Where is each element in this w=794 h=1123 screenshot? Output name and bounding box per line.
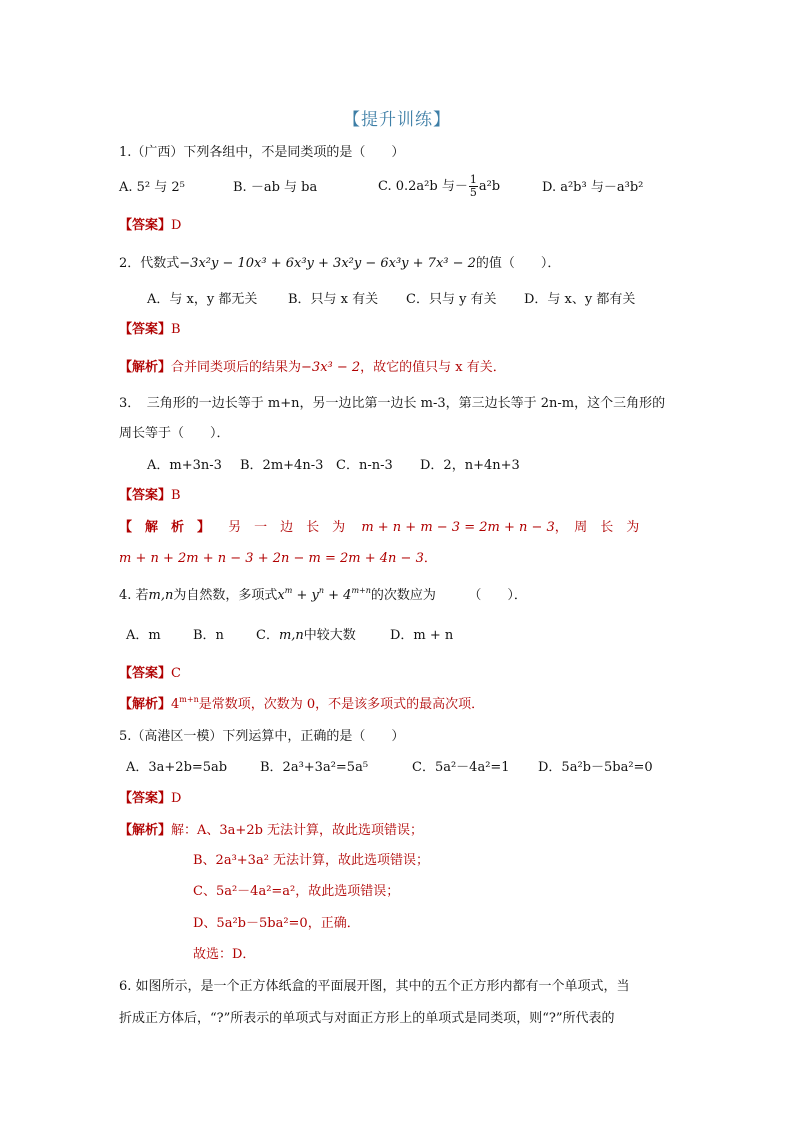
answer-tag: 【答案】 <box>119 666 172 681</box>
q5-option-c: C．5a²－4a²=1 <box>412 760 510 775</box>
q4-answer <box>119 664 181 684</box>
analysis-tag: 【解析】 <box>119 697 172 712</box>
answer-tag: 【答案】 <box>119 488 172 503</box>
q1-option-c-post: a²b <box>478 179 501 194</box>
answer-value: D <box>171 218 182 233</box>
q1-stem: 1.（广西）下列各组中，不是同类项的是（ ） <box>119 145 405 160</box>
answer-tag: 【答案】 <box>119 322 172 337</box>
q2-option-d: D．与 x、y 都有关 <box>524 292 636 307</box>
answer-value: C <box>171 666 181 681</box>
q2-option-b: B．只与 x 有关 <box>288 292 379 307</box>
q4-option-c-post: 中较大数 <box>303 628 356 643</box>
q4-option-b: B．n <box>193 628 224 643</box>
analysis-expression: m + n + 2m + n − 3 + 2n − m = 2m + 4n − 3 <box>119 551 424 566</box>
analysis-expression: m + n + m − 3 = 2m + n − 3 <box>361 520 555 535</box>
q1-option-c <box>378 174 500 199</box>
q3-analysis-line1 <box>119 518 639 538</box>
q4-analysis <box>119 695 484 715</box>
q3-stem-line1: 3． 三角形的一边长等于 m+n，另一边比第一边长 m-3，第三边长等于 2n-m，这个三角形的 <box>119 396 666 411</box>
q5-analysis-line2: B、2a³+3a² 无法计算，故此选项错误； <box>193 853 430 868</box>
analysis-tag: 【解析】 <box>119 823 172 838</box>
q3-option-a: A．m+3n-3 <box>147 458 222 473</box>
analysis-tag: 【 解 析 】 <box>119 520 211 535</box>
answer-value: B <box>171 488 181 503</box>
analysis-text-post: ， 周 长 为 <box>554 520 640 535</box>
q3-stem-line2: 周长等于（ ）． <box>119 426 230 441</box>
analysis-text: 解：A、3a+2b 无法计算，故此选项错误； <box>171 823 424 838</box>
q5-analysis-line3: C、5a²－4a²=a²，故此选项错误； <box>193 884 400 899</box>
q5-option-d: D．5a²b－5ba²=0 <box>538 760 653 775</box>
q2-stem-pre: 2．代数式 <box>119 256 180 271</box>
q2-option-a: A．与 x，y 都无关 <box>147 292 258 307</box>
q1-option-c-fraction <box>469 174 478 199</box>
q4-option-d: D．m + n <box>390 628 454 643</box>
answer-value: D <box>171 791 182 806</box>
analysis-text-post: ． <box>423 551 437 566</box>
q5-analysis-line4: D、5a²b－5ba²=0，正确． <box>193 916 360 931</box>
q5-option-a: A．3a+2b=5ab <box>126 760 228 775</box>
q1-option-a: A. 5² 与 2⁵ <box>119 180 185 195</box>
q5-stem: 5.（高港区一模）下列运算中，正确的是（ ） <box>119 729 405 744</box>
q3-option-c: C．n-n-3 <box>336 458 393 473</box>
analysis-text: 是常数项，次数为 0，不是该多项式的最高次项． <box>198 697 485 712</box>
q1-answer <box>119 216 181 236</box>
answer-tag: 【答案】 <box>119 218 172 233</box>
q6-stem-line2: 折成正方体后，“?”所表示的单项式与对面正方形上的单项式是同类项，则“?”所代表的 <box>119 1011 615 1026</box>
q1-option-c-pre: C. 0.2a²b 与－ <box>378 179 468 194</box>
answer-tag: 【答案】 <box>119 791 172 806</box>
q5-answer <box>119 789 181 809</box>
q5-analysis-line1 <box>119 821 423 841</box>
q4-polynomial: $x^m + y^n + 4^{m+n}$ <box>277 586 371 603</box>
page-title: 【提升训练】 <box>343 110 451 130</box>
q2-answer <box>119 320 181 340</box>
q5-option-b: B．2a³+3a²=5a⁵ <box>260 760 369 775</box>
q4-option-c <box>256 626 356 646</box>
q4-stem-pre: 4. 若 <box>119 588 149 603</box>
analysis-tag: 【解析】 <box>119 360 172 375</box>
analysis-text-pre: 另 一 边 长 为 <box>228 520 346 535</box>
q2-stem <box>119 254 560 274</box>
q2-stem-post: 的值（ ）． <box>475 256 561 271</box>
q4-option-a: A．m <box>126 628 161 643</box>
q1-option-d: D. a²b³ 与－a³b² <box>542 180 644 195</box>
q3-answer <box>119 486 181 506</box>
q3-analysis-line2 <box>119 549 437 569</box>
analysis-expression: −3x³ − 2 <box>301 360 361 375</box>
q6-stem-line1: 6. 如图所示，是一个正方体纸盒的平面展开图，其中的五个正方形内都有一个单项式，当 <box>119 979 630 994</box>
q2-expression: −3x²y − 10x³ + 6x³y + 3x²y − 6x³y + 7x³ − 2 <box>179 256 476 271</box>
q3-option-b: B．2m+4n-3 <box>240 458 324 473</box>
fraction-numerator: 1 <box>469 173 477 186</box>
q4-stem-mid: 为自然数，多项式 <box>173 588 278 603</box>
analysis-text-pre: 合并同类项后的结果为 <box>171 360 302 375</box>
analysis-text-post: ，故它的值只与 x 有关． <box>360 360 506 375</box>
q4-variables: m,n <box>148 588 174 603</box>
q5-analysis-line5: 故选：D． <box>193 947 256 962</box>
q4-option-c-pre: C． <box>256 628 279 643</box>
q4-stem-post: 的次数应为 （ ）． <box>370 588 527 603</box>
q2-option-c: C．只与 y 有关 <box>406 292 497 307</box>
q3-option-d: D．2，n+4n+3 <box>420 458 520 473</box>
q2-analysis <box>119 358 506 378</box>
q4-stem <box>119 586 527 606</box>
analysis-power: $4^{m+n}$ <box>171 695 199 712</box>
fraction-denominator: 5 <box>469 186 477 199</box>
q4-option-c-vars: m,n <box>278 628 304 643</box>
q1-option-b: B. －ab 与 ba <box>233 180 318 195</box>
answer-value: B <box>171 322 181 337</box>
